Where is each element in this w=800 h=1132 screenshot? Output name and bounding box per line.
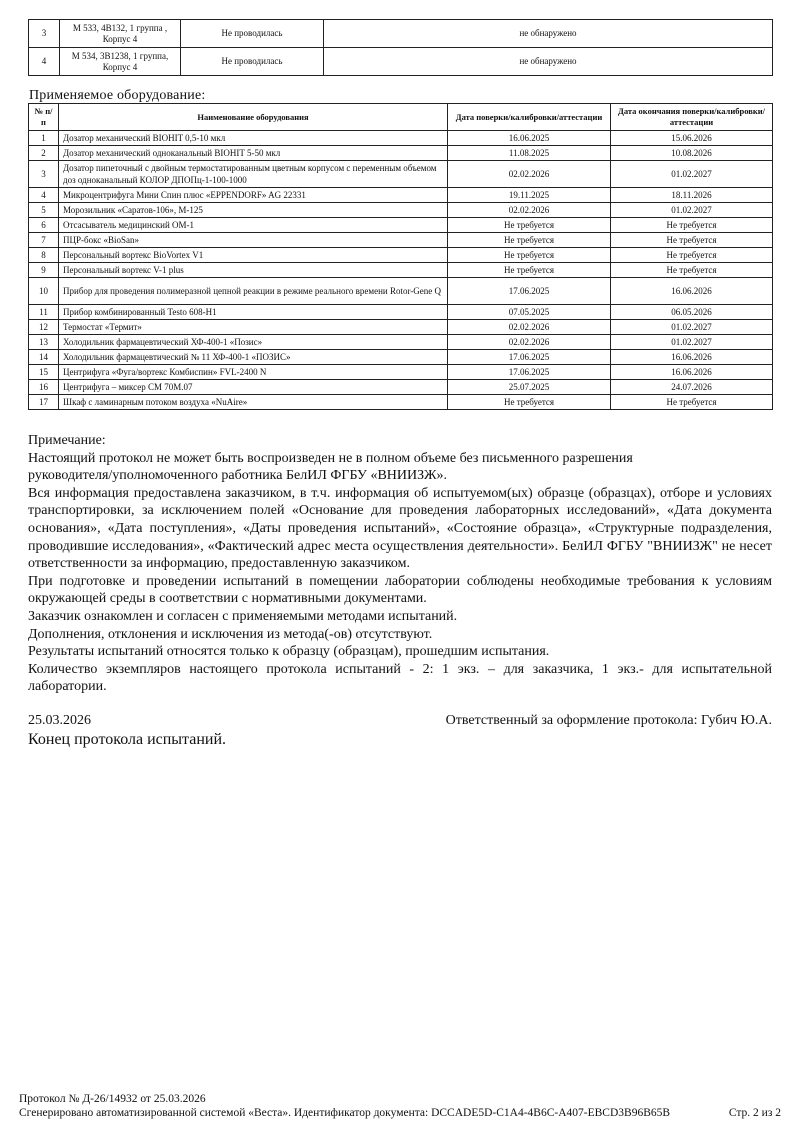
equipment-date-end: 01.02.2027 [611, 320, 773, 335]
equipment-date-start: Не требуется [448, 233, 611, 248]
sample-number: 4 [29, 48, 60, 76]
equipment-date-end: 10.08.2026 [611, 146, 773, 161]
equipment-date-end: 18.11.2026 [611, 188, 773, 203]
samples-results-table [28, 19, 773, 76]
notes-heading: Примечание: [28, 433, 106, 448]
table-row [29, 146, 773, 161]
equipment-date-start: 02.02.2026 [448, 320, 611, 335]
header-date-end: Дата окончания поверки/калибровки/аттестации [611, 104, 773, 131]
header-name: Наименование оборудования [59, 104, 448, 131]
equipment-date-start: 16.06.2025 [448, 131, 611, 146]
header-number: № п/п [29, 104, 59, 131]
equipment-number: 3 [29, 161, 59, 188]
equipment-date-end: Не требуется [611, 233, 773, 248]
equipment-number: 9 [29, 263, 59, 278]
equipment-date-start: 17.06.2025 [448, 365, 611, 380]
equipment-date-end: 01.02.2027 [611, 335, 773, 350]
table-row [29, 278, 773, 305]
equipment-date-end: Не требуется [611, 218, 773, 233]
equipment-number: 1 [29, 131, 59, 146]
note-paragraph: Количество экземпляров настоящего протокола испытаний - 2: 1 экз. – для заказчика, 1 экз.- для испытательной лаборатории. [28, 661, 772, 695]
table-row [29, 218, 773, 233]
equipment-number: 12 [29, 320, 59, 335]
equipment-date-end: 16.06.2026 [611, 350, 773, 365]
note-paragraph: Вся информация предоставлена заказчиком, в т.ч. информация об испытуемом(ых) образце (образцах), отборе и условиях транспортировки, за исключением полей «Основание для проведения лабораторных исследований», «Дата документа основания», «Дата поступления», «Даты проведения испытаний», «Состояние образца», «Структурные подразделения, проводившие исследования», «Фактический адрес места осуществления деятельности». БелИЛ ФГБУ "ВНИИЗЖ" не несет ответственности за информацию, предоставленную заказчиком. [28, 485, 772, 572]
responsible-person: Ответственный за оформление протокола: Губич Ю.А. [445, 713, 772, 728]
equipment-section-title: Применяемое оборудование: [29, 88, 206, 103]
table-row [29, 335, 773, 350]
equipment-date-start: 17.06.2025 [448, 350, 611, 365]
table-row [29, 233, 773, 248]
equipment-date-end: 15.06.2026 [611, 131, 773, 146]
equipment-name: ПЦР-бокс «BioSan» [59, 233, 448, 248]
equipment-number: 14 [29, 350, 59, 365]
equipment-name: Отсасыватель медицинский ОМ-1 [59, 218, 448, 233]
equipment-date-start: Не требуется [448, 395, 611, 410]
equipment-name: Прибор для проведения полимеразной цепной реакции в режиме реального времени Rotor-Gene Q [59, 278, 448, 305]
end-of-protocol: Конец протокола испытаний. [28, 731, 227, 748]
footer-protocol-number: Протокол № Д-26/14932 от 25.03.2026 [19, 1093, 206, 1105]
equipment-name: Персональный вортекс BioVortex V1 [59, 248, 448, 263]
equipment-name: Микроцентрифуга Мини Спин плюс «EPPENDORF» AG 22331 [59, 188, 448, 203]
table-row [29, 395, 773, 410]
equipment-name: Холодильник фармацевтический № 11 ХФ-400-1 «ПОЗИС» [59, 350, 448, 365]
equipment-date-start: 02.02.2026 [448, 203, 611, 218]
table-row [29, 131, 773, 146]
equipment-number: 16 [29, 380, 59, 395]
sample-name: М 534, 3В1238, 1 группа, Корпус 4 [60, 48, 181, 76]
table-row [29, 188, 773, 203]
equipment-number: 17 [29, 395, 59, 410]
equipment-date-start: 11.08.2025 [448, 146, 611, 161]
note-paragraph: При подготовке и проведении испытаний в помещении лаборатории соблюдены необходимые требования к условиям окружающей среды в соответствии с нормативными документами. [28, 573, 772, 607]
sample-test: Не проводилась [181, 48, 324, 76]
equipment-name: Холодильник фармацевтический ХФ-400-1 «Позис» [59, 335, 448, 350]
table-row [29, 350, 773, 365]
equipment-date-start: 17.06.2025 [448, 278, 611, 305]
sample-number: 3 [29, 20, 60, 48]
note-paragraph: Дополнения, отклонения и исключения из метода(-ов) отсутствуют. [28, 626, 433, 642]
table-header-row [29, 104, 773, 131]
equipment-date-end: 16.06.2026 [611, 365, 773, 380]
table-row [29, 161, 773, 188]
equipment-name: Дозатор пипеточный с двойным термостатированным цветным корпусом с переменным объемом доз одноканальный КОЛОР ДПОПц-1-100-1000 [59, 161, 448, 188]
note-paragraph: Результаты испытаний относятся только к образцу (образцам), прошедшим испытания. [28, 644, 550, 660]
table-row [29, 305, 773, 320]
equipment-date-start: 02.02.2026 [448, 335, 611, 350]
table-row [29, 20, 773, 48]
table-row [29, 48, 773, 76]
table-row [29, 263, 773, 278]
equipment-number: 8 [29, 248, 59, 263]
equipment-date-start: 02.02.2026 [448, 161, 611, 188]
equipment-date-end: 06.05.2026 [611, 305, 773, 320]
sample-result: не обнаружено [324, 20, 773, 48]
equipment-date-end: Не требуется [611, 395, 773, 410]
equipment-table [28, 103, 773, 410]
equipment-number: 11 [29, 305, 59, 320]
equipment-number: 4 [29, 188, 59, 203]
equipment-date-end: 01.02.2027 [611, 161, 773, 188]
equipment-number: 7 [29, 233, 59, 248]
equipment-name: Шкаф с ламинарным потоком воздуха «NuAire» [59, 395, 448, 410]
table-row [29, 320, 773, 335]
equipment-date-end: 16.06.2026 [611, 278, 773, 305]
equipment-name: Дозатор механический одноканальный BIOHIT 5-50 мкл [59, 146, 448, 161]
equipment-name: Центрифуга – миксер СМ 70М.07 [59, 380, 448, 395]
equipment-number: 10 [29, 278, 59, 305]
equipment-number: 15 [29, 365, 59, 380]
footer-generated-by: Сгенерировано автоматизированной системой «Веста». Идентификатор документа: DCCADE5D-C1A4-4B6C-A407-EBCD3B96B65B [19, 1107, 671, 1119]
equipment-date-start: 25.07.2025 [448, 380, 611, 395]
sample-name: М 533, 4В132, 1 группа , Корпус 4 [60, 20, 181, 48]
header-date-start: Дата поверки/калибровки/аттестации [448, 104, 611, 131]
equipment-number: 6 [29, 218, 59, 233]
equipment-name: Центрифуга «Фуга/вортекс Комбиспин» FVL-2400 N [59, 365, 448, 380]
table-row [29, 248, 773, 263]
equipment-date-start: Не требуется [448, 263, 611, 278]
equipment-number: 13 [29, 335, 59, 350]
equipment-name: Прибор комбинированный Testo 608-H1 [59, 305, 448, 320]
footer-page-number: Стр. 2 из 2 [728, 1107, 781, 1119]
signature-date: 25.03.2026 [28, 713, 91, 728]
equipment-date-end: 24.07.2026 [611, 380, 773, 395]
equipment-number: 5 [29, 203, 59, 218]
notes-section [28, 432, 772, 696]
table-row [29, 365, 773, 380]
equipment-date-end: Не требуется [611, 263, 773, 278]
equipment-name: Морозильник «Саратов-106», М-125 [59, 203, 448, 218]
equipment-number: 2 [29, 146, 59, 161]
equipment-date-start: Не требуется [448, 218, 611, 233]
note-paragraph: Настоящий протокол не может быть воспроизведен не в полном объеме без письменного разрешения руководителя/уполномоченного работника БелИЛ ФГБУ «ВНИИЗЖ». [28, 450, 633, 484]
table-row [29, 203, 773, 218]
equipment-name: Дозатор механический BIOHIT 0,5-10 мкл [59, 131, 448, 146]
table-row [29, 380, 773, 395]
equipment-name: Термостат «Термит» [59, 320, 448, 335]
sample-result: не обнаружено [324, 48, 773, 76]
note-paragraph: Заказчик ознакомлен и согласен с применяемыми методами испытаний. [28, 608, 458, 624]
equipment-date-start: 07.05.2025 [448, 305, 611, 320]
equipment-name: Персональный вортекс V-1 plus [59, 263, 448, 278]
equipment-date-start: Не требуется [448, 248, 611, 263]
sample-test: Не проводилась [181, 20, 324, 48]
equipment-date-start: 19.11.2025 [448, 188, 611, 203]
equipment-date-end: Не требуется [611, 248, 773, 263]
equipment-date-end: 01.02.2027 [611, 203, 773, 218]
